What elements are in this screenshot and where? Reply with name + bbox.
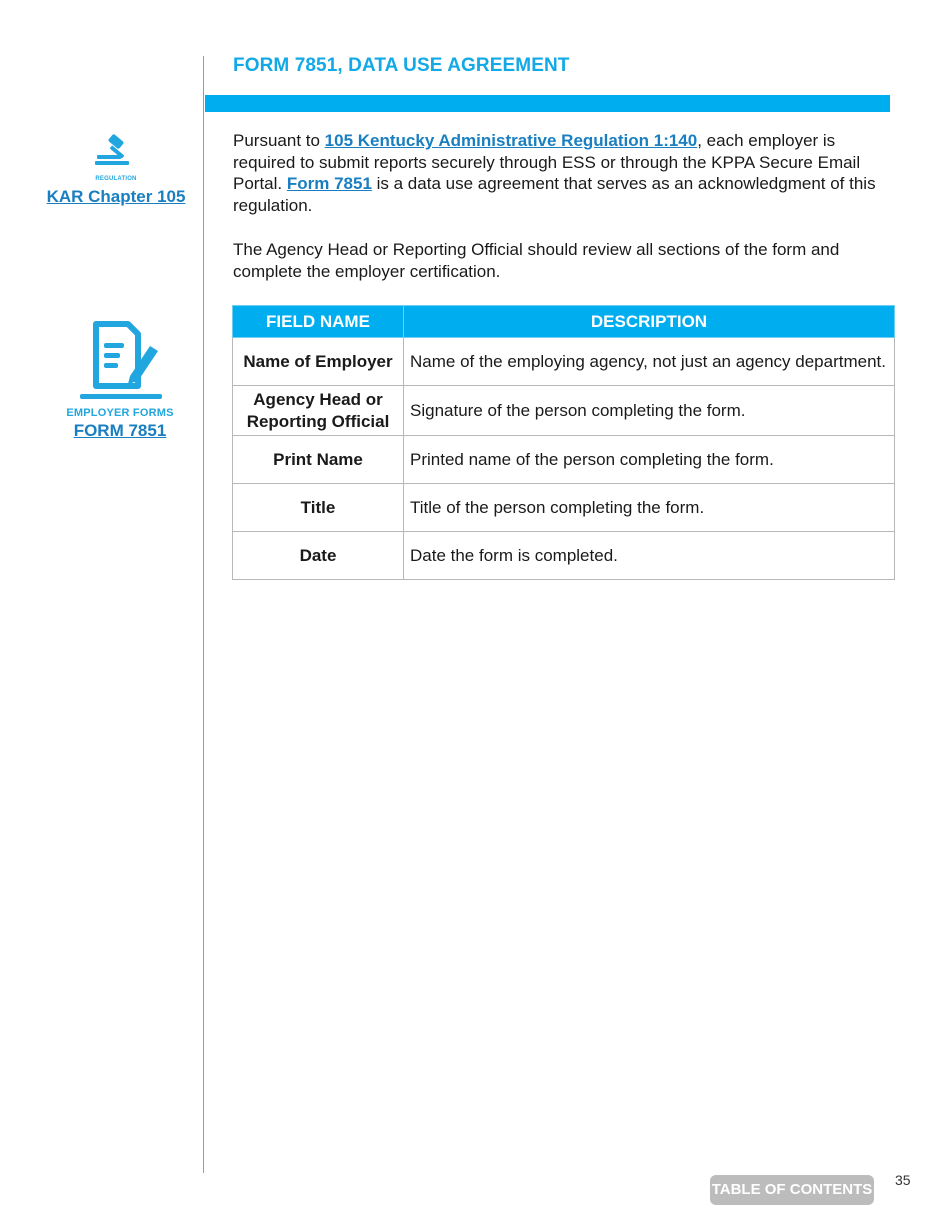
kar-chapter-link[interactable]: KAR Chapter 105	[46, 187, 186, 206]
regulation-icon-caption: REGULATION	[95, 176, 137, 182]
field-description-table	[232, 305, 895, 580]
gavel-icon	[91, 133, 141, 173]
form-pen-icon	[72, 318, 168, 402]
description-header: DESCRIPTION	[404, 306, 895, 338]
intro-paragraph	[233, 130, 893, 216]
page-title: FORM 7851, DATA USE AGREEMENT	[233, 55, 570, 76]
regulation-block	[40, 133, 192, 207]
intro-text-suffix: is a data use agreement that serves as an acknowledgment of this regulation.	[233, 174, 876, 215]
table-row	[233, 436, 895, 484]
regulation-link[interactable]: 105 Kentucky Administrative Regulation 1:140	[324, 131, 698, 150]
description-cell: Name of the employing agency, not just an agency department.	[404, 338, 895, 386]
field-name-cell: Date	[233, 532, 404, 580]
table-row	[233, 338, 895, 386]
intro-text-prefix: Pursuant to	[233, 131, 325, 150]
table-row	[233, 484, 895, 532]
field-name-header: FIELD NAME	[233, 306, 404, 338]
table-row	[233, 532, 895, 580]
sidebar-divider	[203, 56, 204, 1173]
instruction-paragraph: The Agency Head or Reporting Official should review all sections of the form and complete the employer certification.	[233, 240, 840, 281]
employer-forms-icon-caption: EMPLOYER FORMS	[66, 407, 174, 419]
description-cell: Title of the person completing the form.	[404, 484, 895, 532]
field-name-cell: Print Name	[233, 436, 404, 484]
page-number: 35	[895, 1172, 911, 1188]
table-of-contents-button[interactable]: TABLE OF CONTENTS	[710, 1175, 874, 1205]
description-cell: Printed name of the person completing the form.	[404, 436, 895, 484]
form-7851-link[interactable]: Form 7851	[286, 174, 372, 193]
description-cell: Signature of the person completing the form.	[404, 386, 895, 436]
field-name-cell: Title	[233, 484, 404, 532]
employer-forms-block	[50, 318, 190, 441]
table-header-row	[233, 306, 895, 338]
field-name-cell: Agency Head or Reporting Official	[233, 386, 404, 436]
title-accent-bar	[205, 95, 890, 112]
field-name-cell: Name of Employer	[233, 338, 404, 386]
description-cell: Date the form is completed.	[404, 532, 895, 580]
form-7851-sidebar-link[interactable]: FORM 7851	[73, 421, 167, 440]
intro-text-middle: , each employer is required to submit reports securely through ESS or through the KPPA Secure Email Portal.	[233, 131, 861, 193]
table-row	[233, 386, 895, 436]
